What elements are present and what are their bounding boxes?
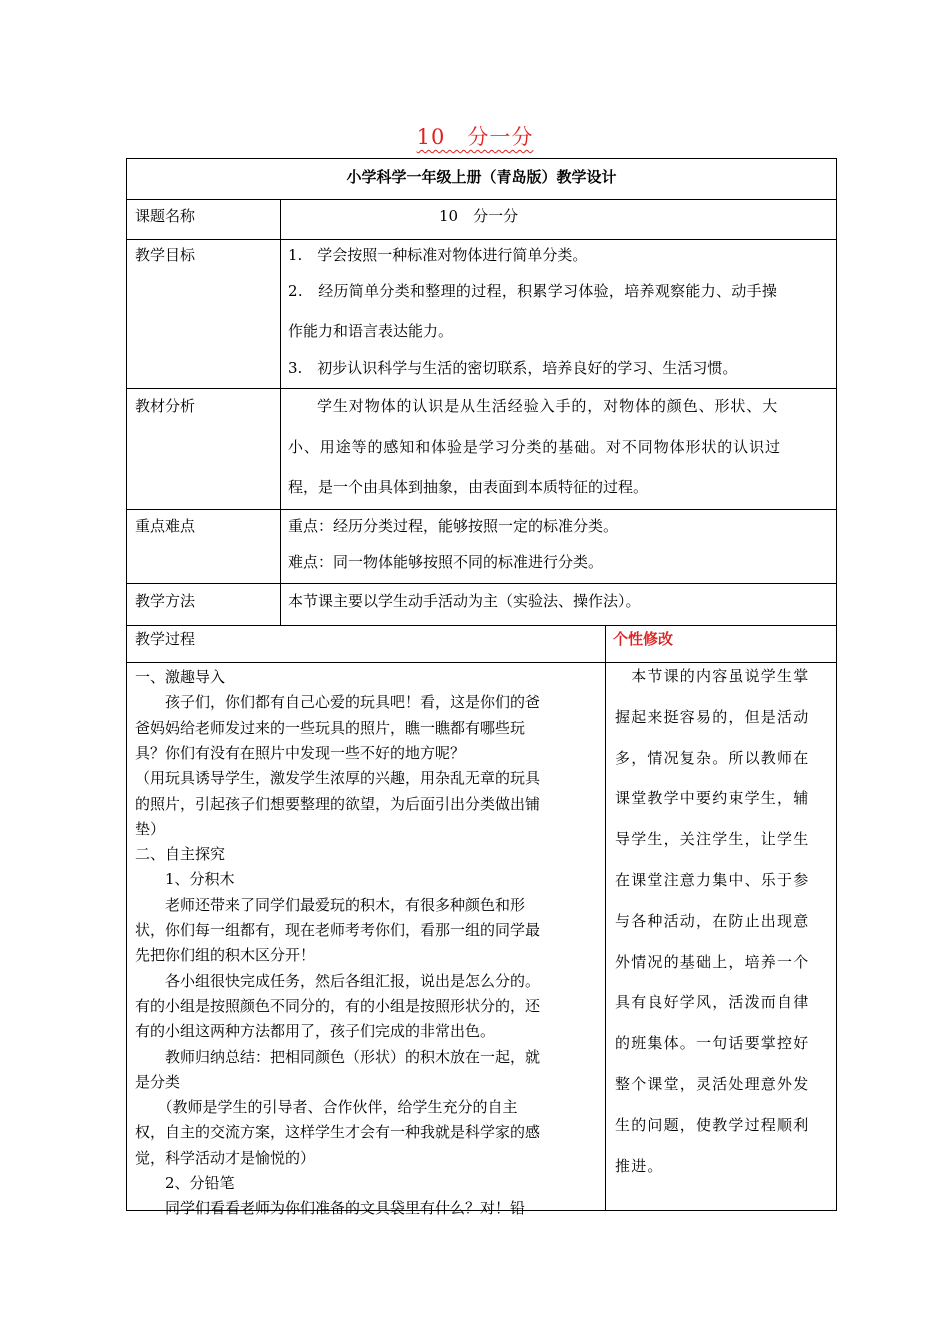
row-divider <box>127 583 836 584</box>
process-line: （用玩具诱导学生，激发学生浓厚的兴趣，用杂乱无章的玩具 <box>135 769 541 788</box>
difficulty-line: 难点：同一物体能够按照不同的标准进行分类。 <box>288 553 604 571</box>
revision-line: 外情况的基础上，培养一个 <box>615 952 810 971</box>
process-line: 权，自主的交流方案，这样学生才会有一种我就是科学家的感 <box>135 1123 541 1142</box>
column-divider <box>280 199 281 625</box>
process-line: 各小组很快完成任务，然后各组汇报，说出是怎么分的。 <box>135 971 541 990</box>
process-line: 孩子们，你们都有自己心爱的玩具吧！看，这是你们的爸 <box>135 693 541 712</box>
lesson-plan-table <box>126 158 837 1218</box>
process-line: 垫） <box>135 819 166 838</box>
revision-line: 具有良好学风，活泼而自律 <box>615 993 810 1012</box>
revision-line: 生的问题，使教学过程顺利 <box>615 1115 810 1134</box>
analysis-label: 教材分析 <box>135 397 196 415</box>
method-label: 教学方法 <box>135 592 196 610</box>
row-divider <box>127 239 836 240</box>
revision-label: 个性修改 <box>613 630 674 648</box>
process-line: 同学们看看老师为你们准备的文具袋里有什么？对！铅 <box>135 1199 526 1218</box>
process-line: 爸妈妈给老师发过来的一些玩具的照片，瞧一瞧都有哪些玩 <box>135 718 526 737</box>
process-line: （教师是学生的引导者、合作伙伴，给学生充分的自主 <box>135 1098 518 1117</box>
process-line: 一、激趣导入 <box>135 668 226 686</box>
goal-line: 2. 经历简单分类和整理的过程，积累学习体验，培养观察能力、动手操 <box>288 282 778 300</box>
process-line: 是分类 <box>135 1072 181 1091</box>
method-value: 本节课主要以学生动手活动为主（实验法、操作法）。 <box>288 592 641 610</box>
revision-line: 握起来挺容易的，但是活动 <box>615 707 810 726</box>
process-line: 觉，科学活动才是愉悦的） <box>135 1148 316 1167</box>
row-divider <box>127 199 836 200</box>
process-line: 先把你们组的积木区分开！ <box>135 946 316 965</box>
process-line: 有的小组这两种方法都用了，孩子们完成的非常出色。 <box>135 1022 496 1041</box>
document-title: 10 分一分 <box>416 125 534 149</box>
process-line: 2、分铅笔 <box>135 1174 235 1192</box>
process-line: 具？你们有没有在照片中发现一些不好的地方呢？ <box>135 743 466 762</box>
process-line: 1、分积木 <box>135 870 235 889</box>
process-line: 的照片，引起孩子们想要整理的欲望，为后面引出分类做出铺 <box>135 794 541 813</box>
topic-label: 课题名称 <box>135 207 196 225</box>
revision-line: 在课堂注意力集中、乐于参 <box>615 871 810 889</box>
revision-line: 导学生，关注学生，让学生 <box>615 830 810 849</box>
goals-label: 教学目标 <box>135 246 196 264</box>
goal-line: 1. 学会按照一种标准对物体进行简单分类。 <box>288 246 588 264</box>
goal-line: 作能力和语言表达能力。 <box>288 322 454 340</box>
revision-line: 整个课堂，灵活处理意外发 <box>615 1075 810 1093</box>
row-divider <box>127 509 836 510</box>
revision-line: 本节课的内容虽说学生掌 <box>615 667 810 685</box>
revision-line: 推进。 <box>615 1156 664 1175</box>
keypoint-line: 重点：经历分类过程，能够按照一定的标准分类。 <box>288 517 619 535</box>
row-divider <box>127 662 836 663</box>
process-label: 教学过程 <box>135 630 196 648</box>
table-header: 小学科学一年级上册（青岛版）教学设计 <box>346 168 617 186</box>
revision-line: 的班集体。一句话要掌控好 <box>615 1034 810 1053</box>
analysis-line: 小、用途等的感知和体验是学习分类的基础。对不同物体形状的认识过 <box>288 438 781 456</box>
process-line: 老师还带来了同学们最爱玩的积木，有很多种颜色和形 <box>135 895 526 914</box>
process-line: 教师归纳总结：把相同颜色（形状）的积木放在一起，就 <box>135 1047 541 1066</box>
process-line: 有的小组是按照颜色不同分的，有的小组是按照形状分的，还 <box>135 996 541 1015</box>
topic-value: 10 分一分 <box>439 207 519 225</box>
column-divider <box>605 625 606 1211</box>
analysis-line: 程，是一个由具体到抽象，由表面到本质特征的过程。 <box>288 478 649 496</box>
row-divider <box>127 625 836 626</box>
revision-line: 多，情况复杂。所以教师在 <box>615 748 810 767</box>
revision-line: 与各种活动，在防止出现意 <box>615 911 810 930</box>
process-line: 状，你们每一组都有，现在老师考考你们，看那一组的同学最 <box>135 921 541 939</box>
analysis-line: 学生对物体的认识是从生活经验入手的，对物体的颜色、形状、大 <box>317 397 779 415</box>
process-line: 二、自主探究 <box>135 845 226 864</box>
keypoints-label: 重点难点 <box>135 517 196 535</box>
row-divider <box>127 388 836 389</box>
revision-line: 课堂教学中要约束学生，辅 <box>615 789 810 808</box>
goal-line: 3. 初步认识科学与生活的密切联系，培养良好的学习、生活习惯。 <box>288 359 738 377</box>
